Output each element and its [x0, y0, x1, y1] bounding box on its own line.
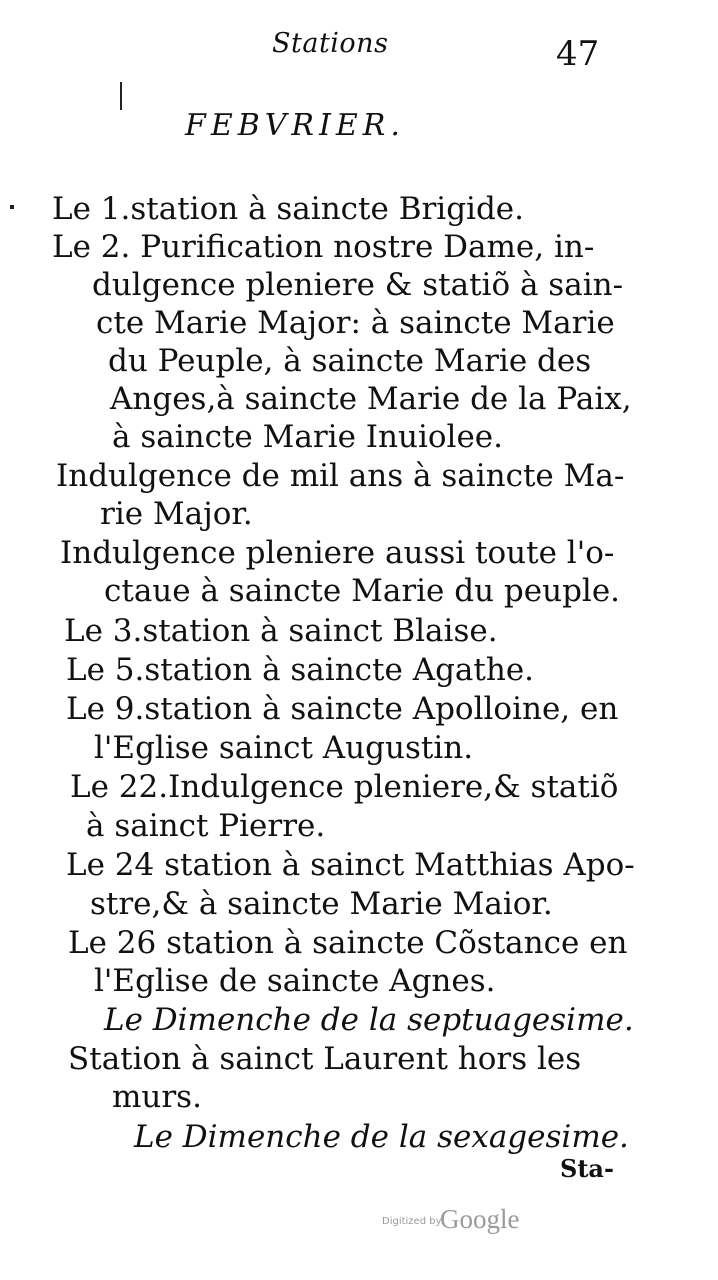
- text-line: l'Eglise de saincte Agnes.: [94, 963, 496, 999]
- text-line: Le 26 station à saincte Cõstance en: [68, 925, 628, 961]
- text-line: Le 1.station à saincte Brigide.: [52, 191, 525, 227]
- page-number: 47: [556, 34, 600, 74]
- text-line: dulgence pleniere & statiõ à sain-: [92, 267, 624, 303]
- margin-stroke: [120, 82, 122, 110]
- section-heading: Le Dimenche de la sexagesime.: [134, 1119, 629, 1155]
- text-line: à sainct Pierre.: [86, 808, 326, 844]
- text-line: Le 3.station à sainct Blaise.: [64, 613, 498, 649]
- text-line: ctaue à saincte Marie du peuple.: [104, 573, 621, 609]
- text-line: Le 22.Indulgence pleniere,& statiõ: [70, 769, 619, 805]
- text-line: Anges,à saincte Marie de la Paix,: [110, 381, 632, 417]
- text-line: Le 24 station à sainct Matthias Apo-: [66, 847, 635, 883]
- month-title: FEBVRIER.: [185, 108, 405, 143]
- text-line: cte Marie Major: à saincte Marie: [96, 305, 615, 341]
- catchword: Sta-: [560, 1154, 614, 1183]
- text-line: Le 9.station à saincte Apolloine, en: [66, 691, 619, 727]
- text-line: rie Major.: [100, 496, 253, 532]
- running-head: Stations: [272, 28, 389, 59]
- text-line: du Peuple, à saincte Marie des: [108, 343, 592, 379]
- text-line: Station à sainct Laurent hors les: [68, 1041, 582, 1077]
- text-line: stre,& à saincte Marie Maior.: [90, 886, 553, 922]
- text-line: Indulgence de mil ans à saincte Ma-: [56, 458, 625, 494]
- google-watermark: Google: [440, 1204, 520, 1234]
- watermark-prefix: Digitized by: [382, 1216, 442, 1227]
- text-line: à saincte Marie Inuiolee.: [112, 419, 503, 455]
- text-line: Le 2. Purification nostre Dame, in-: [52, 229, 595, 265]
- margin-dot: [10, 205, 14, 209]
- text-line: Le 5.station à saincte Agathe.: [66, 652, 535, 688]
- text-line: l'Eglise sainct Augustin.: [94, 730, 474, 766]
- text-line: Indulgence pleniere aussi toute l'o-: [60, 535, 615, 571]
- text-line: murs.: [112, 1079, 202, 1115]
- section-heading: Le Dimenche de la septuagesime.: [104, 1002, 634, 1038]
